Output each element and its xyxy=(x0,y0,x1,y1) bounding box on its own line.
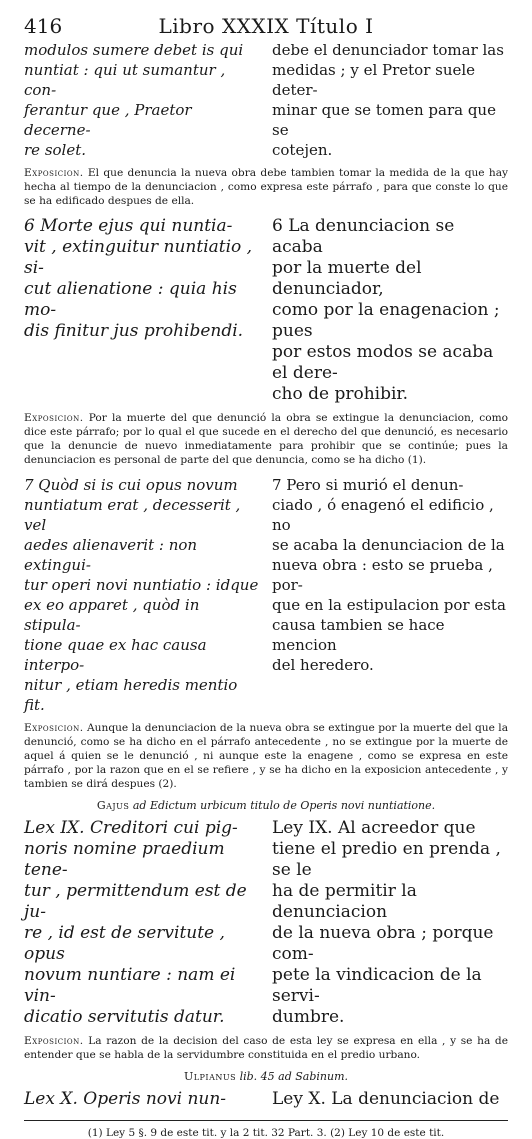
latin-line: nuntiatum erat , decesserit , vel xyxy=(24,496,241,534)
spanish-line: de la nueva obra ; porque com- xyxy=(272,923,494,964)
page-number: 416 xyxy=(24,14,63,38)
spanish-line: 7 Pero si murió el denun- xyxy=(272,476,464,494)
lex-10 xyxy=(24,1089,508,1110)
spanish-line: Ley X. La denunciacion de xyxy=(272,1089,500,1109)
spanish-column xyxy=(272,40,508,160)
exposicion-label: Exposicion. xyxy=(24,412,84,424)
latin-line: cut alienatione : quia his mo- xyxy=(24,279,237,320)
latin-line: re , id est de servitute , opus xyxy=(24,923,225,964)
exposicion-2 xyxy=(24,411,508,467)
exposicion-3 xyxy=(24,721,508,791)
latin-line: Lex X. Operis novi nun- xyxy=(24,1089,227,1109)
exposicion-text: Por la muerte del que denunció la obra se extingue la denunciacion, como dice este párrafo; por lo qual el que sucede en el derecho del que denunció, es necesario que la denuncie de nuevo inmediatamente para prohibir que se continúe; pues la denunciacion es personal de parte del que denuncia, como se ha dicho (1). xyxy=(24,412,508,466)
author-name: Gajus xyxy=(96,799,130,812)
spanish-line: dumbre. xyxy=(272,1007,345,1027)
exposicion-4 xyxy=(24,1034,508,1062)
exposicion-label: Exposicion. xyxy=(24,722,84,734)
spanish-line: ciado , ó enagenó el edificio , no xyxy=(272,496,494,534)
latin-line: ex eo apparet , quòd in stipula- xyxy=(24,596,200,634)
spanish-line: por la muerte del denunciador, xyxy=(272,258,422,299)
spanish-line: se acaba la denunciacion de la xyxy=(272,536,505,554)
latin-column xyxy=(24,818,260,1028)
exposicion-text: Aunque la denunciacion de la nueva obra se extingue por la muerte del que la denunció, como se ha dicho en el párrafo antecedente , no se extingue por la muerte de aquel á quien se le denunció , ni aunque este la enagene , como se expresa en este párrafo , por la razon que en el se refiere , y se ha dicho en la exposicion antecedente , y tambien se dirá despues (2). xyxy=(24,722,509,790)
latin-line: 7 Quòd si is cui opus novum xyxy=(24,476,238,494)
latin-line: modulos sumere debet is qui xyxy=(24,41,244,59)
spanish-line: debe el denunciador tomar las xyxy=(272,41,504,59)
latin-line: nuntiat : qui ut sumantur , con- xyxy=(24,61,226,99)
latin-column xyxy=(24,216,260,405)
footnote-rule xyxy=(24,1120,508,1121)
running-title: Libro XXXIX Título I xyxy=(158,14,374,38)
latin-line: tur operi novi nuntiatio : idque xyxy=(24,576,259,594)
spanish-line: como por la enagenacion ; pues xyxy=(272,300,500,341)
spanish-line: nueva obra : esto se prueba , por- xyxy=(272,556,493,594)
spanish-column xyxy=(272,818,508,1028)
spanish-line: 6 La denunciacion se acaba xyxy=(272,216,455,257)
spanish-column xyxy=(272,475,508,715)
paragraph-6 xyxy=(24,216,508,405)
author-name: Ulpianus xyxy=(183,1070,237,1083)
spanish-line: del heredero. xyxy=(272,656,374,674)
exposicion-text: El que denuncia la nueva obra debe tambien tomar la medida de la que hay hecha al tiempo de la denunciacion , como expresa este párrafo , para que conste lo que se ha edificado despues de ella. xyxy=(24,167,508,207)
exposicion-label: Exposicion. xyxy=(24,1035,84,1047)
exposicion-text: La razon de la decision del caso de esta ley se expresa en ella , y se ha de entender que se habla de la servidumbre constituida en el predio urbano. xyxy=(24,1035,508,1061)
latin-line: re solet. xyxy=(24,141,87,159)
latin-line: 6 Morte ejus qui nuntia- xyxy=(24,216,233,236)
spanish-line: pete la vindicacion de la servi- xyxy=(272,965,482,1006)
latin-line: noris nomine praedium tene- xyxy=(24,839,225,880)
spanish-column xyxy=(272,216,508,405)
source-heading-gajus xyxy=(24,799,508,812)
latin-line: dicatio servitutis datur. xyxy=(24,1007,225,1027)
source-citation: ad Edictum urbicum titulo de Operis novi nuntiatione. xyxy=(132,799,436,812)
latin-line: dis finitur jus prohibendi. xyxy=(24,321,244,341)
latin-line: novum nuntiare : nam ei vin- xyxy=(24,965,236,1006)
spanish-line: minar que se tomen para que se xyxy=(272,101,496,139)
footnote: (1) Ley 5 §. 9 de este tit. y la 2 tit. 32 Part. 3. (2) Ley 10 de este tit. xyxy=(87,1127,445,1139)
spanish-line: cho de prohibir. xyxy=(272,384,409,404)
lex-9 xyxy=(24,818,508,1028)
latin-column xyxy=(24,40,260,160)
latin-line: Lex IX. Creditori cui pig- xyxy=(24,818,238,838)
spanish-line: cotejen. xyxy=(272,141,333,159)
spanish-line: medidas ; y el Pretor suele deter- xyxy=(272,61,476,99)
latin-line: ferantur que , Praetor decerne- xyxy=(24,101,192,139)
latin-line: aedes alienaverit : non extingui- xyxy=(24,536,198,574)
latin-column xyxy=(24,475,260,715)
spanish-line: causa tambien se hace mencion xyxy=(272,616,445,654)
latin-line: tur , permittendum est de ju- xyxy=(24,881,247,922)
top-section xyxy=(24,40,508,160)
page xyxy=(24,14,508,1139)
paragraph-7 xyxy=(24,475,508,715)
latin-line: vit , extinguitur nuntiatio , si- xyxy=(24,237,253,278)
spanish-line: por estos modos se acaba el dere- xyxy=(272,342,494,383)
spanish-line: ha de permitir la denunciacion xyxy=(272,881,417,922)
latin-line: tione quae ex hac causa interpo- xyxy=(24,636,207,674)
source-citation: lib. 45 ad Sabinum. xyxy=(239,1070,349,1083)
spanish-line: que en la estipulacion por esta xyxy=(272,596,506,614)
page-header xyxy=(24,14,508,40)
latin-line: nitur , etiam heredis mentio fit. xyxy=(24,676,238,714)
exposicion-1 xyxy=(24,166,508,208)
source-heading-ulpianus xyxy=(24,1070,508,1083)
spanish-line: Ley IX. Al acreedor que xyxy=(272,818,476,838)
exposicion-label: Exposicion. xyxy=(24,167,84,179)
spanish-line: tiene el predio en prenda , se le xyxy=(272,839,501,880)
